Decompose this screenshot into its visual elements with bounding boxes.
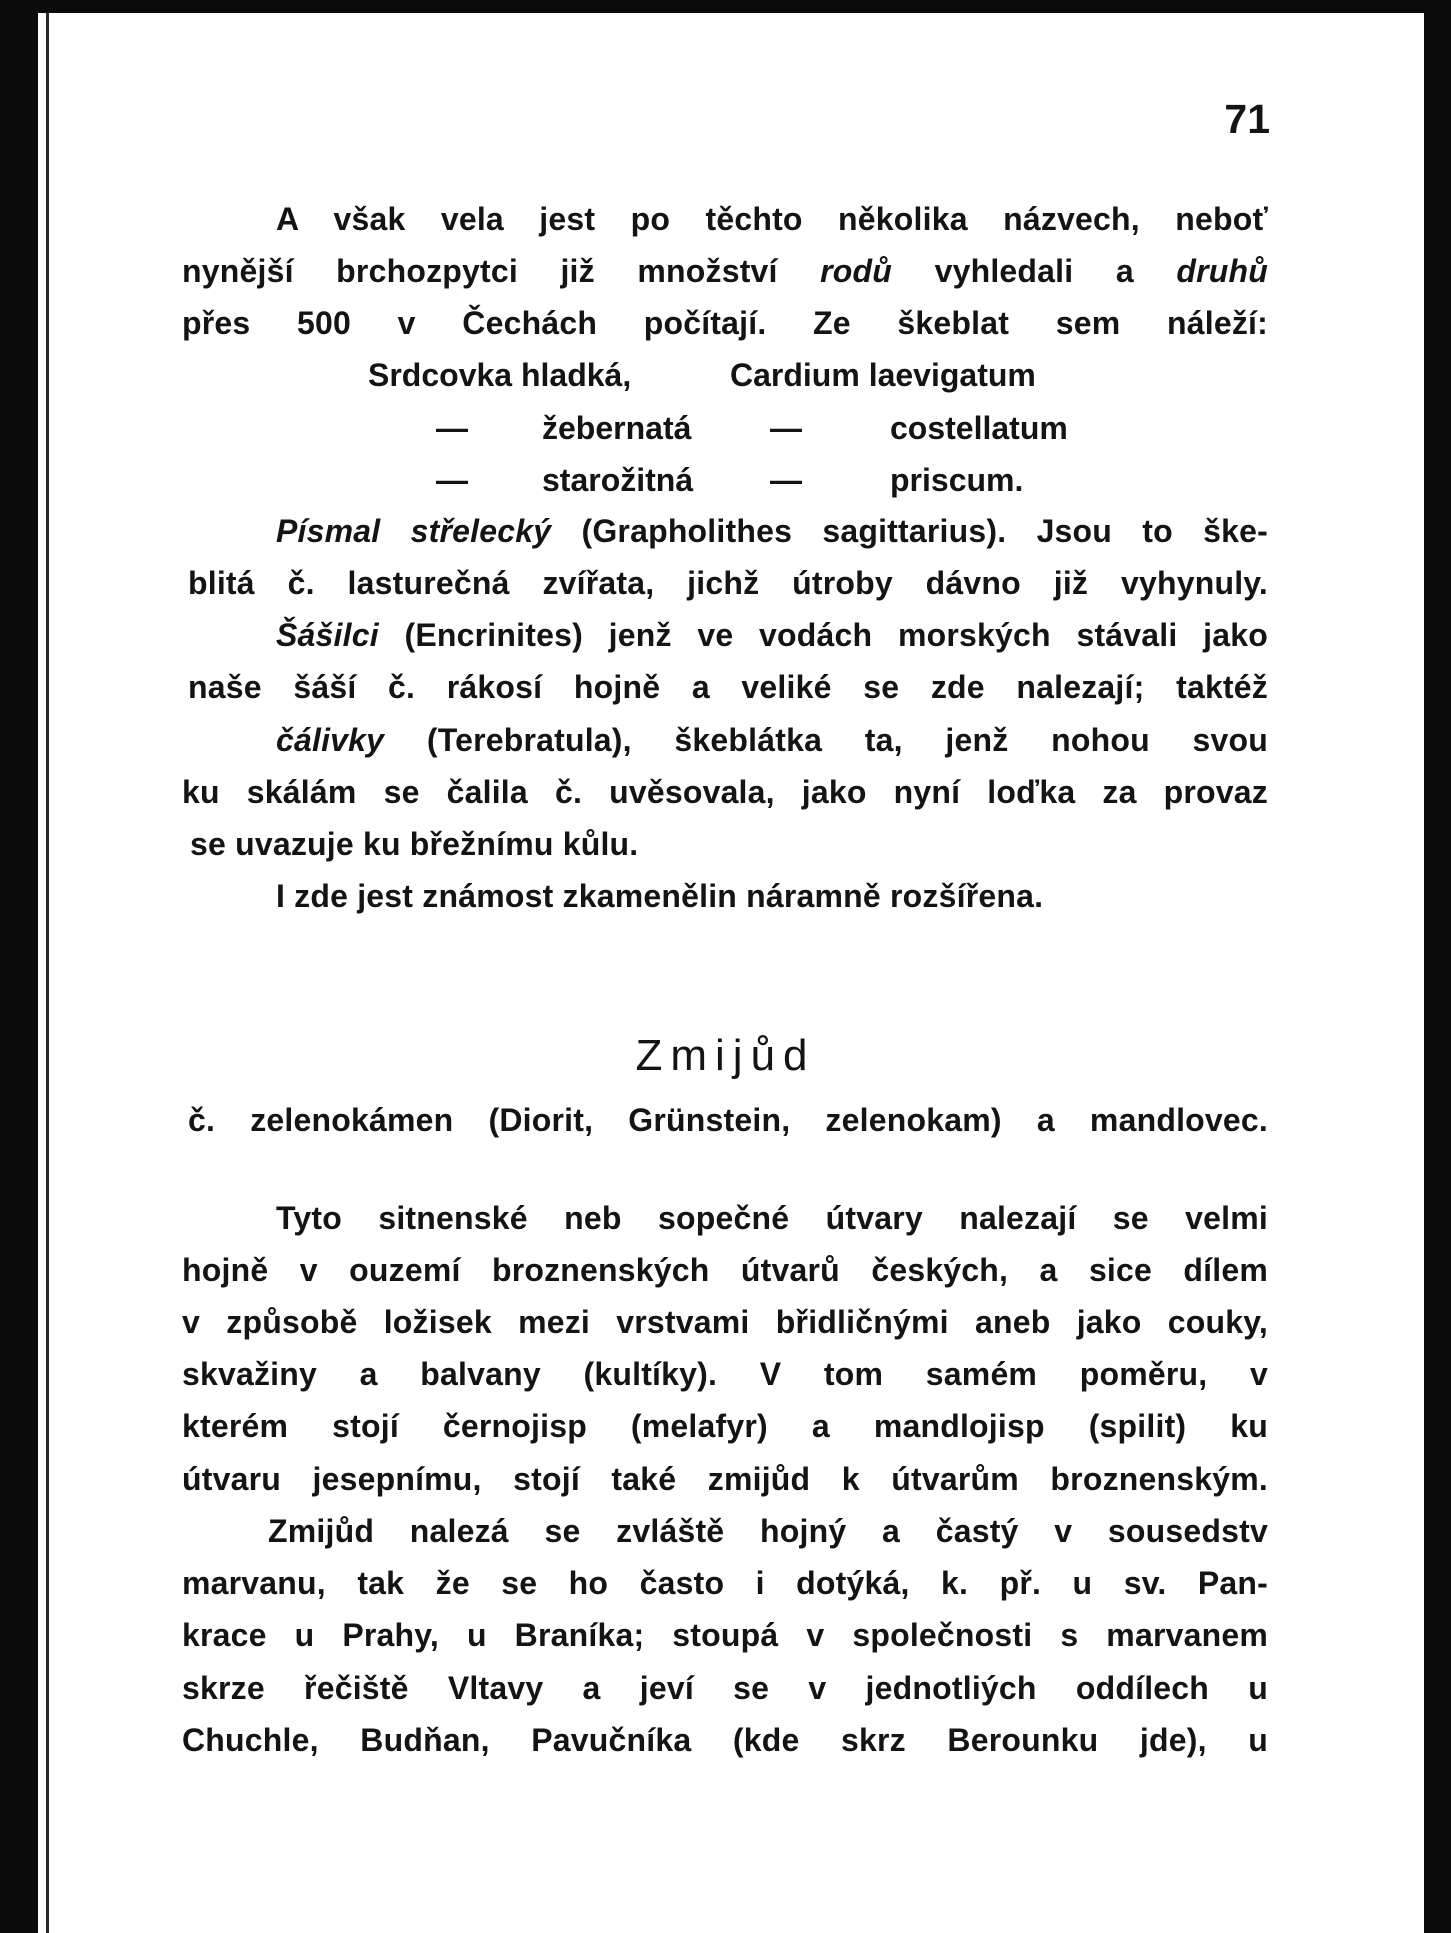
species-czech: starožitná	[542, 462, 694, 498]
scan-gap	[38, 13, 46, 1933]
species-latin: priscum.	[890, 462, 1024, 498]
text-line: se uvazuje ku břežnímu kůlu.	[190, 826, 639, 862]
text-line: útvaru jesepnímu, stojí také zmijůd k útvarům broznenským.	[182, 1461, 1268, 1497]
section-subtitle: č. zelenokámen (Diorit, Grünstein, zelenokam) a mandlovec.	[188, 1102, 1268, 1138]
species-dash: —	[770, 410, 802, 446]
text-line: marvanu, tak že se ho často i dotýká, k. př. u sv. Pan-	[182, 1565, 1268, 1601]
text-line: I zde jest známost zkamenělin náramně rozšířena.	[276, 878, 1044, 914]
text-line: naše šáší č. rákosí hojně a veliké se zde nalezají; taktéž	[188, 669, 1268, 705]
text-line	[182, 248, 1268, 294]
scan-border-top	[0, 0, 1451, 13]
text-line: ku skálám se čalila č. uvěsovala, jako nyní loďka za provaz	[182, 774, 1268, 810]
text-span: (Encrinites) jenž ve vodách morských stávali jako	[378, 617, 1268, 653]
italic-term: druhů	[1176, 253, 1268, 289]
text-line	[276, 717, 1268, 763]
species-row	[368, 352, 631, 398]
species-czech: Srdcovka hladká,	[368, 357, 632, 393]
scan-border-left	[0, 0, 38, 1933]
species-dash: —	[436, 462, 468, 498]
text-line: přes 500 v Čechách počítají. Ze škeblat sem náleží:	[182, 305, 1268, 341]
text-line: v způsobě ložisek mezi vrstvami břidličnými aneb jako couky,	[182, 1304, 1268, 1340]
text-line	[276, 508, 1268, 554]
text-span: (Terebratula), škeblátka ta, jenž nohou svou	[384, 722, 1268, 758]
text-span: nynější brchozpytci již množství	[182, 253, 821, 289]
text-line	[276, 612, 1268, 658]
species-latin: costellatum	[890, 410, 1068, 446]
species-dash: —	[436, 410, 468, 446]
text-line: Zmijůd nalezá se zvláště hojný a častý v sousedstv	[268, 1513, 1268, 1549]
species-latin: Cardium laevigatum	[730, 357, 1036, 393]
text-line: Chuchle, Budňan, Pavučníka (kde skrz Berounku jde), u	[182, 1722, 1268, 1758]
italic-term: Šášilci	[276, 617, 379, 653]
text-line: krace u Prahy, u Braníka; stoupá v společnosti s marvanem	[182, 1617, 1268, 1653]
italic-term: rodů	[820, 253, 893, 289]
text-span: (Grapholithes sagittarius). Jsou to ške-	[551, 513, 1269, 549]
text-line: skrze řečiště Vltavy a jeví se v jednotliých oddílech u	[182, 1670, 1268, 1706]
section-heading: Zmijůd	[635, 1031, 816, 1080]
text-span: vyhledali a	[892, 253, 1177, 289]
text-line: kterém stojí černojisp (melafyr) a mandlojisp (spilit) ku	[182, 1408, 1268, 1444]
italic-term: Písmal střelecký	[276, 513, 552, 549]
text-line: hojně v ouzemí broznenských útvarů českých, a sice dílem	[182, 1252, 1268, 1288]
text-line: A však vela jest po těchto několika názvech, neboť	[276, 201, 1268, 237]
species-dash: —	[770, 462, 802, 498]
scan-border-right	[1424, 0, 1451, 1933]
text-line: blitá č. lasturečná zvířata, jichž útroby dávno již vyhynuly.	[188, 565, 1268, 601]
italic-term: čálivky	[276, 722, 385, 758]
text-line: skvažiny a balvany (kultíky). V tom samém poměru, v	[182, 1356, 1268, 1392]
text-line: Tyto sitnenské neb sopečné útvary nalezají se velmi	[276, 1200, 1268, 1236]
page-edge-rule	[46, 13, 49, 1933]
page-number: 71	[1224, 96, 1270, 142]
species-czech: žebernatá	[542, 410, 692, 446]
